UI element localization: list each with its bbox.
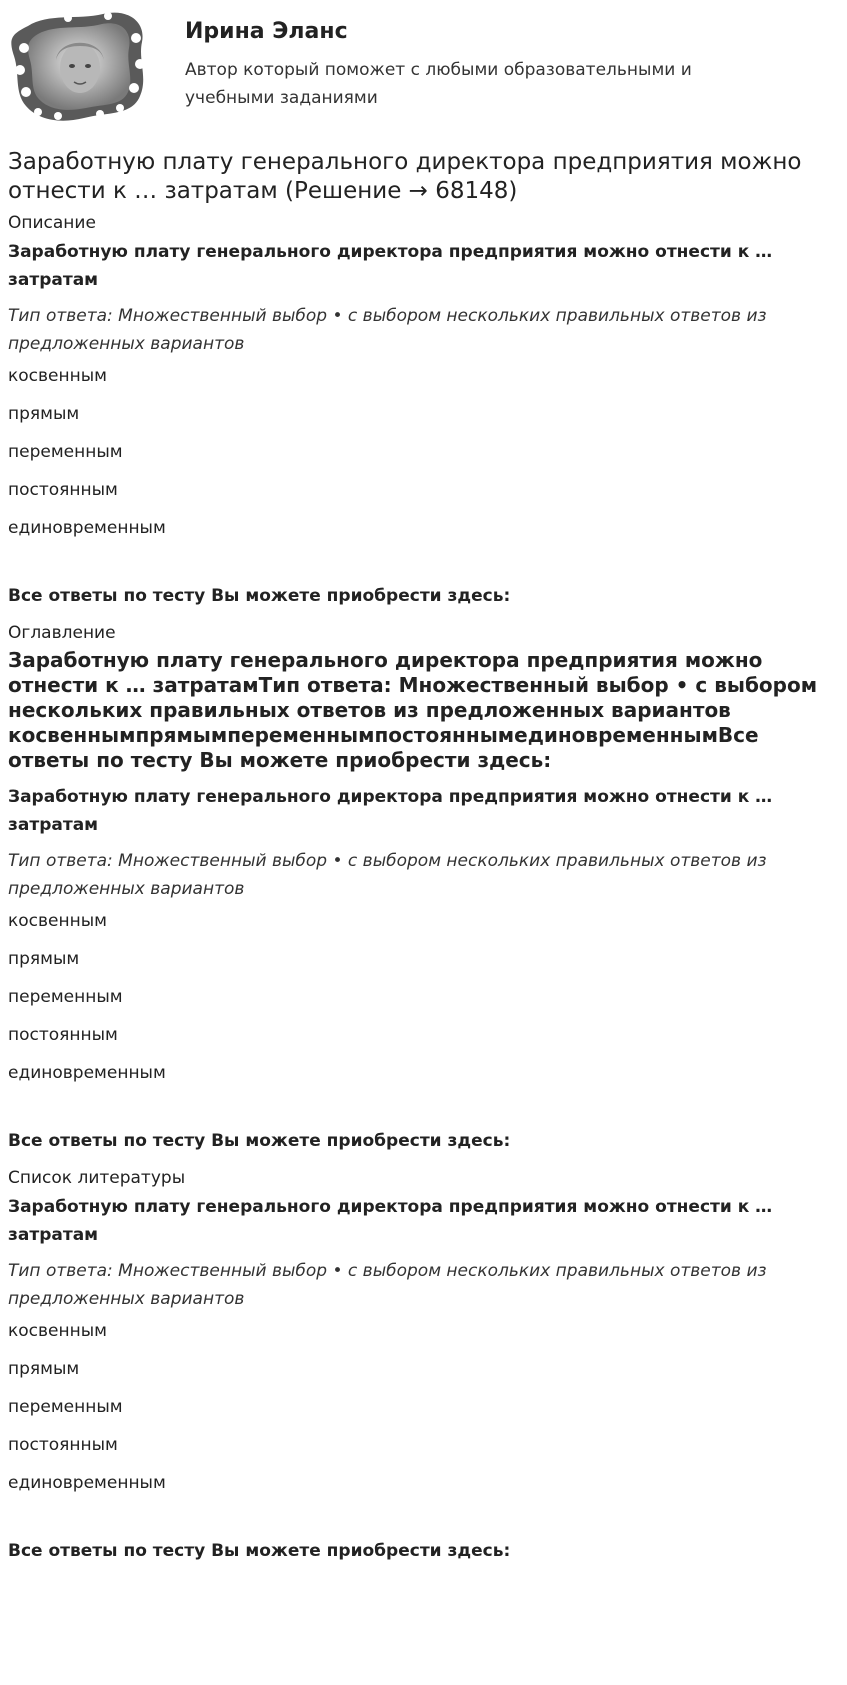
option-item: единовременным [8,518,166,538]
options-list [8,1320,838,1494]
all-answers-text: Все ответы по тесту Вы можете приобрести здесь: [8,1131,511,1151]
option-item: единовременным [8,1473,166,1493]
option-item: постоянным [8,1435,118,1455]
toc-heading: Заработную плату генерального директора предприятия можно отнести к … затратамТип ответа: Множественный выбор • с выбором нескольких правильных ответов из предложенных вариантов косвеннымпрямымпеременнымпостояннымединовременнымВсе ответы по тесту Вы можете приобрести здесь: [8,648,818,772]
option-item: косвенным [8,366,107,386]
question-text: Заработную плату генерального директора предприятия можно отнести к … затратам [8,242,773,290]
answer-type: Тип ответа: Множественный выбор • с выбором нескольких правильных ответов из предложенных вариантов [8,1261,767,1309]
answer-type: Тип ответа: Множественный выбор • с выбором нескольких правильных ответов из предложенных вариантов [8,306,767,354]
option-item: прямым [8,1359,80,1379]
option-item: постоянным [8,480,118,500]
question-text: Заработную плату генерального директора предприятия можно отнести к … затратам [8,1197,773,1245]
section-label: Оглавление [8,623,116,643]
options-list [8,365,838,539]
section-label: Описание [8,213,96,233]
option-item: прямым [8,404,80,424]
option-item: постоянным [8,1025,118,1045]
question-text: Заработную плату генерального директора предприятия можно отнести к … затратам [8,787,773,835]
section-description [8,212,838,607]
author-description: Автор который поможет с любыми образовательными и учебными заданиями [185,60,692,108]
option-item: косвенным [8,1321,107,1341]
option-item: переменным [8,1397,123,1417]
option-item: переменным [8,442,123,462]
all-answers-text: Все ответы по тесту Вы можете приобрести здесь: [8,1541,511,1561]
options-list [8,910,838,1084]
author-card [8,8,838,128]
section-label: Список литературы [8,1168,186,1188]
author-name: Ирина Эланс [185,19,348,44]
option-item: прямым [8,949,80,969]
author-avatar [8,8,150,124]
option-item: косвенным [8,911,107,931]
all-answers-text: Все ответы по тесту Вы можете приобрести здесь: [8,586,511,606]
main-content [8,148,838,1577]
option-item: единовременным [8,1063,166,1083]
section-toc [8,622,838,1152]
answer-type: Тип ответа: Множественный выбор • с выбором нескольких правильных ответов из предложенных вариантов [8,851,767,899]
option-item: переменным [8,987,123,1007]
section-literature [8,1167,838,1562]
page-title: Заработную плату генерального директора предприятия можно отнести к … затратам (Решение → 68148) [8,149,802,204]
